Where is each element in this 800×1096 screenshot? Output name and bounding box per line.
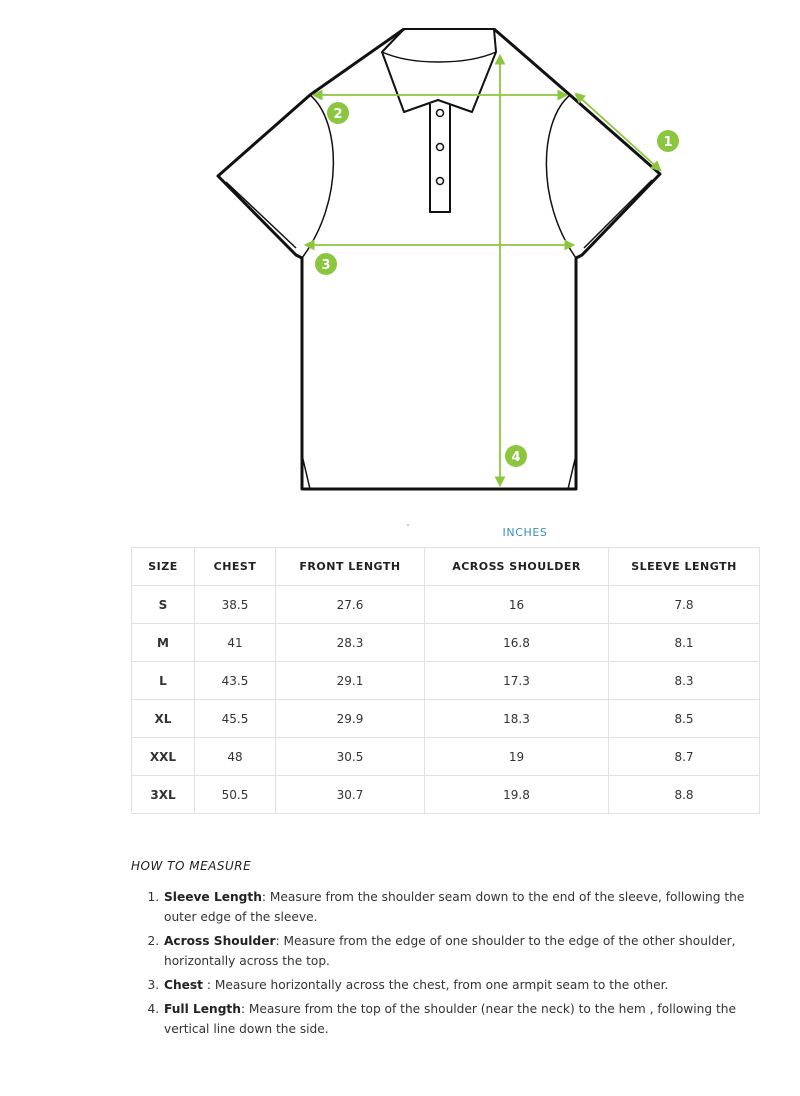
chest-cell: 41 xyxy=(195,624,276,662)
sleeve-length-cell: 8.8 xyxy=(609,776,760,814)
marker-4 xyxy=(505,445,527,467)
table-row xyxy=(132,776,760,814)
size-cell: XXL xyxy=(132,738,195,776)
front-length-cell: 27.6 xyxy=(276,586,425,624)
header-size: SIZE xyxy=(132,548,195,586)
across-shoulder-cell: 19.8 xyxy=(425,776,609,814)
size-cell: S xyxy=(132,586,195,624)
sleeve-length-cell: 8.5 xyxy=(609,700,760,738)
marker-3-label: 3 xyxy=(321,258,331,273)
shirt-outline xyxy=(218,29,660,489)
across-shoulder-cell: 19 xyxy=(425,738,609,776)
front-length-cell: 29.1 xyxy=(276,662,425,700)
size-cell: L xyxy=(132,662,195,700)
units-label: INCHES xyxy=(502,526,548,539)
marker-1 xyxy=(657,130,679,152)
chest-cell: 45.5 xyxy=(195,700,276,738)
front-length-cell: 30.7 xyxy=(276,776,425,814)
table-row xyxy=(132,662,760,700)
button-top xyxy=(437,110,444,117)
item-term: Full Length xyxy=(164,1002,241,1016)
polo-shirt-diagram xyxy=(0,0,800,500)
front-length-cell: 28.3 xyxy=(276,624,425,662)
header-sleeve-length: SLEEVE LENGTH xyxy=(609,548,760,586)
item-term: Sleeve Length xyxy=(164,890,262,904)
item-term: Across Shoulder xyxy=(164,934,276,948)
item-sep: : xyxy=(275,934,280,948)
size-chart-table xyxy=(131,547,760,814)
table-row xyxy=(132,700,760,738)
marker-3 xyxy=(315,253,337,275)
chest-cell: 48 xyxy=(195,738,276,776)
table-row xyxy=(132,738,760,776)
item-term: Chest xyxy=(164,978,203,992)
item-text: Measure horizontally across the chest, from one armpit seam to the other. xyxy=(210,978,669,992)
sleeve-length-cell: 8.1 xyxy=(609,624,760,662)
item-text: Measure from the edge of one shoulder to the edge of the other shoulder, horizontally across the top. xyxy=(164,934,736,968)
sleeve-length-cell: 8.3 xyxy=(609,662,760,700)
front-length-cell: 29.9 xyxy=(276,700,425,738)
table-row xyxy=(132,624,760,662)
sleeve-length-cell: 7.8 xyxy=(609,586,760,624)
chest-cell: 43.5 xyxy=(195,662,276,700)
button-middle xyxy=(437,144,444,151)
sleeve-length-arrow xyxy=(576,94,660,170)
size-cell: 3XL xyxy=(132,776,195,814)
sleeve-length-cell: 8.7 xyxy=(609,738,760,776)
list-item xyxy=(163,999,763,1039)
across-shoulder-cell: 16.8 xyxy=(425,624,609,662)
placket-buttons xyxy=(437,110,444,185)
list-item xyxy=(163,887,763,927)
front-length-cell: 30.5 xyxy=(276,738,425,776)
header-across-shoulder: ACROSS SHOULDER xyxy=(425,548,609,586)
how-to-measure-list xyxy=(145,887,763,1043)
header-chest: CHEST xyxy=(195,548,276,586)
marker-4-label: 4 xyxy=(511,450,521,465)
list-item xyxy=(163,975,763,995)
marker-2-label: 2 xyxy=(333,107,343,122)
chest-cell: 50.5 xyxy=(195,776,276,814)
button-bottom xyxy=(437,178,444,185)
chest-cell: 38.5 xyxy=(195,586,276,624)
across-shoulder-cell: 16 xyxy=(425,586,609,624)
item-sep: : xyxy=(202,978,211,992)
how-to-measure-heading: HOW TO MEASURE xyxy=(131,859,252,873)
list-item xyxy=(163,931,763,971)
marker-2 xyxy=(327,102,349,124)
table-header-row xyxy=(132,548,760,586)
item-sep: : xyxy=(261,890,266,904)
item-text: Measure from the top of the shoulder (near the neck) to the hem , following the vertical line down the side. xyxy=(164,1002,736,1036)
size-cell: M xyxy=(132,624,195,662)
item-sep: : xyxy=(240,1002,246,1016)
marker-1-label: 1 xyxy=(663,135,673,150)
table-row xyxy=(132,586,760,624)
item-text: Measure from the shoulder seam down to the end of the sleeve, following the outer edge of the sleeve. xyxy=(164,890,745,924)
across-shoulder-cell: 17.3 xyxy=(425,662,609,700)
header-front-length: FRONT LENGTH xyxy=(276,548,425,586)
size-cell: XL xyxy=(132,700,195,738)
across-shoulder-cell: 18.3 xyxy=(425,700,609,738)
